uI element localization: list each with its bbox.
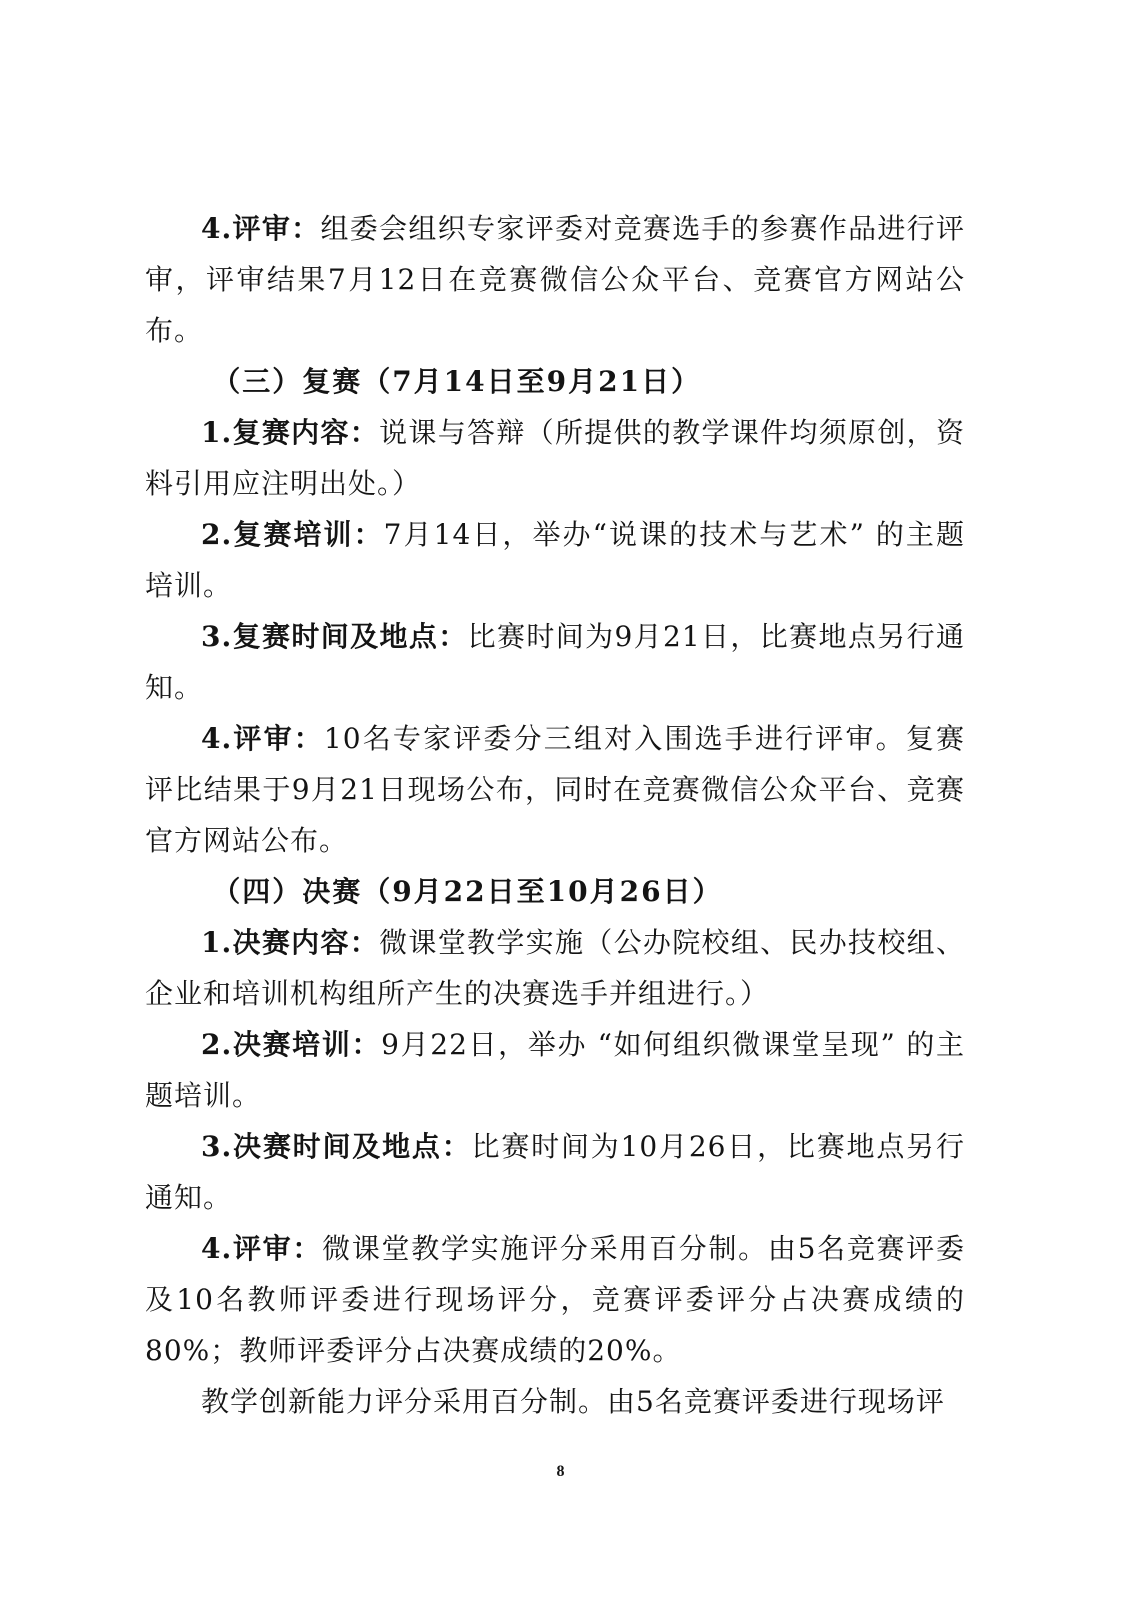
paragraph-text: 说课与答辩（所提供的教学课件均须原创，资料引用应注明出处。）	[145, 416, 965, 500]
paragraph-text: 9月22日，举办 “如何组织微课堂呈现” 的主题培训。	[145, 1028, 966, 1112]
paragraph-final-training	[145, 1019, 965, 1121]
paragraph-text: 组委会组织专家评委对竞赛选手的参赛作品进行评审，评审结果7月12日在竞赛微信公众平台、竞赛官方网站公布。	[145, 212, 965, 347]
paragraph-label: 2.决赛培训：	[201, 1028, 382, 1061]
paragraph-review-preliminary	[145, 203, 965, 356]
paragraph-semifinal-time-place	[145, 611, 965, 713]
document-body	[145, 203, 965, 1427]
paragraph-semifinal-content	[145, 407, 965, 509]
paragraph-semifinal-training	[145, 509, 965, 611]
paragraph-final-review	[145, 1223, 965, 1376]
paragraph-label: 1.复赛内容：	[201, 416, 380, 449]
paragraph-innovation-scoring	[145, 1376, 965, 1427]
paragraph-text: 比赛时间为10月26日，比赛地点另行通知。	[145, 1130, 965, 1214]
paragraph-label: 1.决赛内容：	[201, 926, 380, 959]
paragraph-label: 3.复赛时间及地点：	[201, 620, 468, 653]
paragraph-label: 2.复赛培训：	[201, 518, 384, 551]
paragraph-label: 4.评审：	[201, 722, 324, 755]
paragraph-text: 10名专家评委分三组对入围选手进行评审。复赛评比结果于9月21日现场公布，同时在竞赛微信公众平台、竞赛官方网站公布。	[145, 722, 965, 857]
paragraph-text: 7月14日，举办“说课的技术与艺术” 的主题培训。	[145, 518, 966, 602]
paragraph-text: 比赛时间为9月21日，比赛地点另行通知。	[145, 620, 965, 704]
paragraph-text: 微课堂教学实施评分采用百分制。由5名竞赛评委及10名教师评委进行现场评分，竞赛评委评分占决赛成绩的80%；教师评委评分占决赛成绩的20%。	[145, 1232, 965, 1367]
section-heading-semifinal: （三）复赛（7月14日至9月21日）	[212, 365, 702, 398]
section-heading-final: （四）决赛（9月22日至10月26日）	[212, 875, 723, 908]
paragraph-final-time-place	[145, 1121, 965, 1223]
paragraph-label: 3.决赛时间及地点：	[201, 1130, 472, 1163]
paragraph-final-content	[145, 917, 965, 1019]
paragraph-text: 教学创新能力评分采用百分制。由5名竞赛评委进行现场评	[201, 1385, 945, 1418]
paragraph-semifinal-review	[145, 713, 965, 866]
paragraph-label: 4.评审：	[201, 212, 321, 245]
paragraph-label: 4.评审：	[201, 1232, 323, 1265]
paragraph-text: 微课堂教学实施（公办院校组、民办技校组、企业和培训机构组所产生的决赛选手并组进行。）	[145, 926, 965, 1010]
page-number: 8	[556, 1463, 565, 1480]
